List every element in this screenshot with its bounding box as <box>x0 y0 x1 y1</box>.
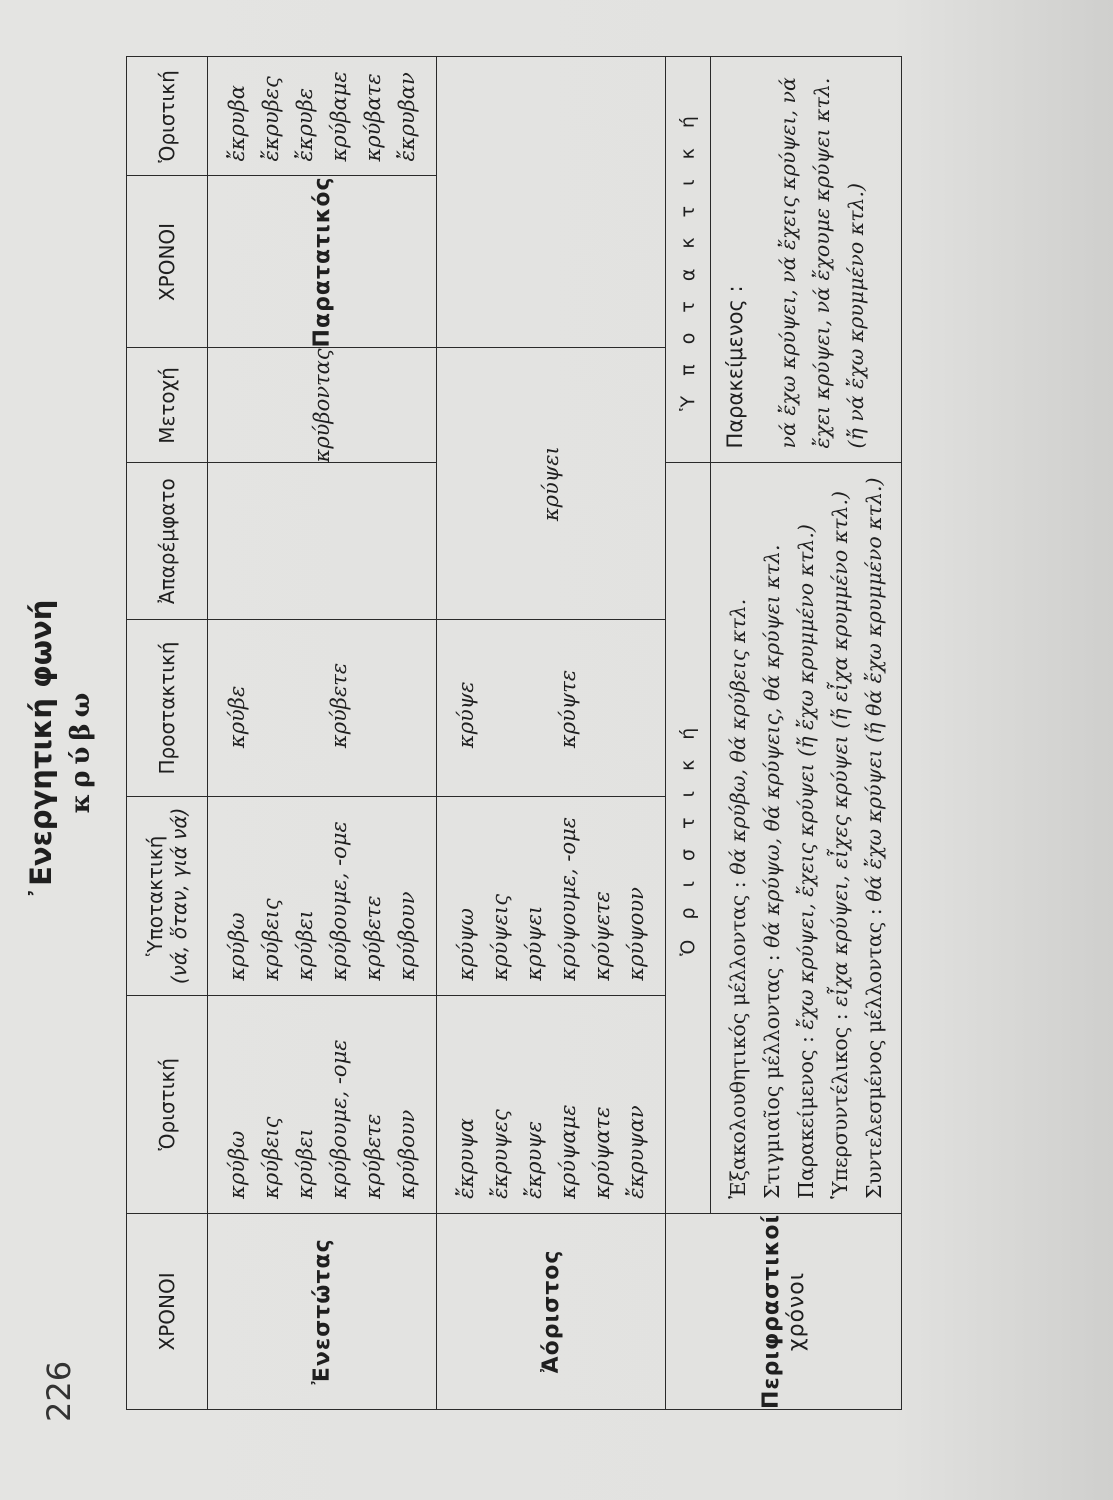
form: κρύβατε <box>361 73 385 162</box>
form: ἔκρυψα <box>454 1118 478 1199</box>
present-imperative <box>208 619 437 796</box>
present-participle: κρύβοντας <box>208 348 437 463</box>
periphrastic-label-line-1: Περιφραστικοί <box>758 1213 784 1409</box>
form: ἔκρυψαν <box>624 1105 648 1199</box>
form: κρύβεις <box>259 1116 283 1199</box>
form: κρύβεις <box>259 898 283 981</box>
form: ἔκρυψε <box>522 1120 546 1199</box>
form: κρύψτε <box>556 669 580 749</box>
form: κρύβουμε, -ομε <box>327 1039 351 1199</box>
form: κρύβουμε, -ομε <box>327 821 351 981</box>
periphrastic-indicative-forms <box>711 463 902 1213</box>
aorist-tense-label: Ἀόριστος <box>437 1213 666 1409</box>
form: κρύψατε <box>590 1106 614 1199</box>
form: ἔκρυβε <box>293 87 317 162</box>
conjugation-table <box>126 56 902 1410</box>
header-row <box>127 57 208 1410</box>
tense-forms: ἔχω κρύψει, ἔχεις κρύψει (ἤ ἔχω κρυμμένο κτλ.) <box>794 524 818 1030</box>
form: κρύβω <box>225 1130 249 1199</box>
header-indicative: Ὁριστική <box>127 995 208 1213</box>
form: ἔκρυψες <box>488 1109 512 1199</box>
aorist-indicative <box>437 995 666 1213</box>
imperfect-indicative <box>208 57 437 176</box>
form: κρύψω <box>454 908 478 981</box>
form: κρύβαμε <box>327 71 351 162</box>
form: κρύβε <box>225 685 249 749</box>
spacer <box>483 634 551 782</box>
tense-forms: θά κρύβω, θά κρύβεις κτλ. <box>726 598 750 875</box>
page-title: ᾿Ενεργητική φωνή <box>24 599 58 901</box>
aorist-empty <box>437 57 666 348</box>
tense-name: Ἐξακολουθητικός μέλλοντας : <box>726 881 750 1199</box>
form: κρύβει <box>293 1128 317 1199</box>
header-indicative-2: Ὁριστική <box>127 57 208 176</box>
page-number: 226 <box>40 1360 78 1422</box>
form: κρύβουν <box>395 1109 419 1199</box>
form: κρύβετε <box>361 1113 385 1199</box>
aorist-infinitive: κρύψει <box>437 348 666 620</box>
aorist-row <box>437 57 666 1410</box>
header-tenses: ΧΡΟΝΟΙ <box>127 1213 208 1409</box>
spacer <box>254 634 322 782</box>
periphrastic-subjunctive-forms <box>711 57 902 463</box>
periphrastic-subjunctive-label: Ὑ π ο τ α κ τ ι κ ή <box>666 57 711 463</box>
header-participle: Μετοχή <box>127 348 208 463</box>
form: κρύψουμε, -ομε <box>556 816 580 981</box>
periphrastic-tense-label <box>666 1213 902 1409</box>
verb-heading: κρύβω <box>66 686 96 814</box>
tense-name: Παρακείμενος : <box>794 1036 818 1199</box>
tense-forms: εἶχα κρύψει, εἶχες κρύψει (ἤ εἶχα κρυμμένο κτλ.) <box>828 490 852 1007</box>
periphrastic-line <box>823 477 857 1198</box>
form: κρύψαμε <box>556 1104 580 1199</box>
tense-forms: θά κρύψω, θά κρύψεις, θά κρύψει κτλ. <box>760 544 784 948</box>
form: κρύψε <box>454 681 478 749</box>
periphrastic-line <box>755 477 789 1198</box>
form: κρύψουν <box>624 887 648 981</box>
aorist-subjunctive <box>437 797 666 996</box>
tense-forms: θά ἔχω κρύψει (ἤ θά ἔχω κρυμμένο κτλ.) <box>862 477 886 902</box>
periphrastic-forms-row <box>711 57 902 1410</box>
form: κρύβει <box>293 910 317 981</box>
header-tenses-2: ΧΡΟΝΟΙ <box>127 176 208 348</box>
periphrastic-line <box>789 477 823 1198</box>
form: ἔκρυβα <box>225 85 249 162</box>
aorist-imperative <box>437 619 666 796</box>
present-infinitive <box>208 463 437 620</box>
present-indicative <box>208 995 437 1213</box>
form: κρύβετε <box>361 895 385 981</box>
form: κρύψεις <box>488 894 512 981</box>
tense-name: Συντελεσμένος μέλλοντας : <box>862 908 886 1199</box>
form: κρύβετε <box>327 662 351 749</box>
form: ἔκρυβαν <box>395 72 419 162</box>
form: κρύβω <box>225 912 249 981</box>
form: κρύψετε <box>590 891 614 981</box>
header-subjunctive-note: (νά, ὅταν, γιά νά) <box>167 807 191 985</box>
present-subjunctive <box>208 797 437 996</box>
perfect-subjunctive-title: Παρακείμενος : <box>723 285 747 449</box>
form-line: νά ἔχω κρύψει, νά ἔχεις κρύψει, νά <box>776 77 800 449</box>
periphrastic-line <box>721 477 755 1198</box>
form: ἔκρυβες <box>259 76 283 162</box>
tense-name: Ὑπερσυντέλικος : <box>828 1013 852 1199</box>
imperfect-tense-label: Παρατατικός <box>208 176 437 348</box>
perfect-subjunctive-forms <box>751 57 883 462</box>
form-line: ἔχει κρύψει, νά ἔχουμε κρύψει κτλ. <box>810 77 834 449</box>
header-imperative: Προστακτική <box>127 619 208 796</box>
periphrastic-label-row <box>666 57 711 1410</box>
header-infinitive: Ἀπαρέμφατο <box>127 463 208 620</box>
form: κρύβουν <box>395 891 419 981</box>
periphrastic-label-line-2: χρόνοι <box>783 1271 809 1352</box>
header-subjunctive-label: Ὑποτακτική <box>143 835 167 956</box>
present-row <box>208 57 437 1410</box>
tense-name: Στιγμιαῖος μέλλοντας : <box>760 954 784 1199</box>
form-line: (ἤ νά ἔχω κρυμμένο κτλ.) <box>844 182 868 449</box>
present-tense-label: Ἐνεστώτας <box>208 1213 437 1409</box>
form: κρύψει <box>522 905 546 981</box>
periphrastic-indicative-label: Ὁ ρ ι σ τ ι κ ή <box>666 463 711 1213</box>
header-subjunctive <box>127 797 208 996</box>
periphrastic-line <box>857 477 891 1198</box>
